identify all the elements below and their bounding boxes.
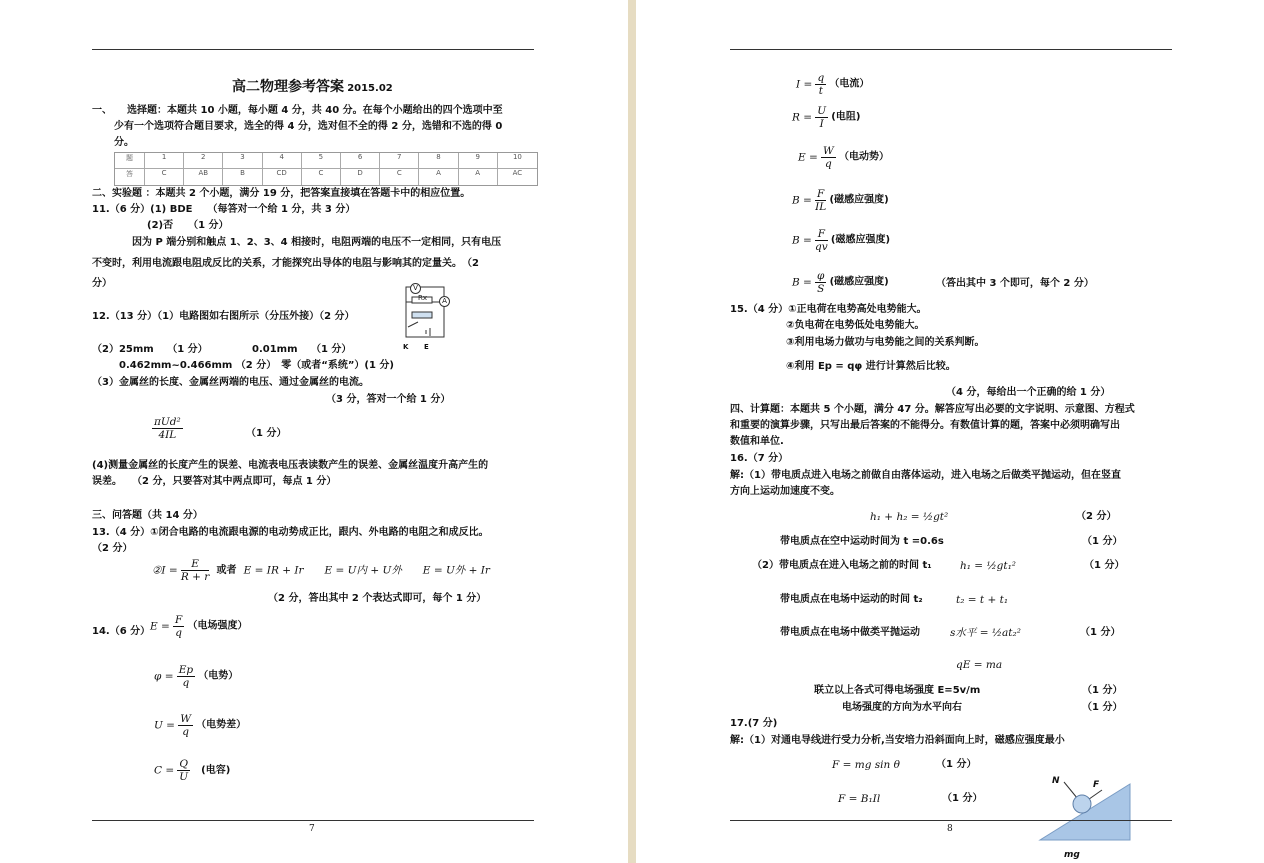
answer-table-cell: C [380, 169, 419, 185]
page-7 [0, 0, 628, 863]
answer-table-cell: 3 [223, 153, 262, 169]
voltmeter-symbol: V [410, 283, 421, 294]
formula-row: B = $\frac{F}{qv}$ (磁感应强度) [792, 228, 891, 253]
formula-row: R = $\frac{U}{I}$ (电阻) [792, 105, 861, 130]
answer-table-cell: AC [512, 169, 523, 177]
section-1-text: 少有一个选项符合题目要求，选全的得 4 分，选对但不全的得 2 分，选错和不选的得 0 [114, 121, 503, 132]
answer-table-cell: 8 [419, 153, 458, 169]
q16-1: 解:（1）带电质点进入电场之前做自由落体运动，进入电场之后做类平抛运动，但在竖直 [730, 470, 1121, 481]
q14-formula: U = $\frac{W}{q}$ （电势差） [154, 713, 247, 738]
incline-force-diagram [1036, 770, 1136, 842]
page-title: 高二物理参考答案 2015.02 [232, 79, 393, 95]
section-4-text: 和重要的演算步骤，只写出最后答案的不能得分。有数值计算的题，答案中必须明确写出 [730, 420, 1120, 431]
resistor-label: Rx [418, 294, 428, 302]
answer-table [114, 152, 538, 186]
q12-3-score: （3 分，答对一个给 1 分） [326, 394, 451, 405]
q16-2: 方向上运动加速度不变。 [730, 486, 840, 497]
q16-4-formula: h₁ = ½gt₁² [960, 560, 1016, 572]
formulas-note: （答出其中 3 个即可，每个 2 分） [936, 278, 1094, 289]
q16-3: 带电质点在空中运动时间为 t =0.6s [780, 536, 944, 547]
answer-table-cell: B [223, 169, 262, 185]
q17-1: 解:（1）对通电导线进行受力分析,当安培力沿斜面向上时，磁感应强度最小 [730, 735, 1065, 746]
q12-formula: $\frac{\text{πUd²}}{4IL}$ [154, 416, 181, 441]
header-rule [730, 49, 1172, 50]
q11-line-3: 因为 P 端分别和触点 1、2、3、4 相接时，电阻两端的电压不一定相同，只有电压 [132, 237, 502, 248]
q12-2c: 0.462mm~0.466mm （2 分） 零（或者“系统”）(1 分) [119, 360, 394, 371]
q15-score: （4 分，每给出一个正确的给 1 分） [946, 387, 1111, 398]
formula-row: B = $\frac{F}{IL}$ (磁感应强度) [792, 188, 889, 213]
answer-table-cell: 1 [145, 153, 184, 169]
q17-heading: 17.(7 分) [730, 718, 778, 729]
switch-label: K [403, 343, 409, 351]
header-rule [92, 49, 534, 50]
q16-5-formula: t₂ = t + t₁ [956, 594, 1009, 606]
answer-table-cell: 9 [459, 153, 498, 169]
q17-formula-1-score: （1 分） [936, 759, 977, 770]
answer-table-cell: 答 [115, 169, 145, 185]
q12-4b: 误差。 （2 分，只要答对其中两点即可，每点 1 分） [92, 476, 337, 487]
formula-row: I = $\frac{q}{t}$ （电流） [796, 72, 870, 97]
q15-4: ④利用 Ep = qφ 进行计算然后比较。 [786, 361, 956, 372]
q16-4-score: （1 分） [1084, 560, 1125, 571]
answer-table-cell: 2 [184, 153, 223, 169]
q13-formulas: ②I = $\frac{E}{R + r}$ 或者 E = IR + Ir E = U内 + U外 E = U外 + Ir [152, 558, 490, 583]
q13-score-2: （2 分，答出其中 2 个表达式即可，每个 1 分） [268, 593, 487, 604]
q12-formula-score: （1 分） [246, 428, 287, 439]
q16-9-score: （1 分） [1082, 702, 1123, 713]
q12-2a: （2）25mm （1 分） [92, 344, 208, 355]
q16-7-formula: qE = ma [956, 659, 1003, 671]
answer-table-cell: 6 [341, 153, 380, 169]
section-1-heading: 一、 选择题：本题共 10 小题，每小题 4 分，共 40 分。在每个小题给出的四个选项中至 [92, 105, 503, 116]
answer-table-cell: D [341, 169, 380, 185]
q13-score-1: （2 分） [92, 543, 133, 554]
footer-rule [92, 820, 534, 821]
q16-9: 电场强度的方向为水平向右 [842, 702, 962, 713]
q17-formula-1: F = mg sin θ [832, 759, 900, 771]
q17-formula-2-score: （1 分） [942, 793, 983, 804]
answer-table-cell: C [302, 169, 341, 185]
page-8 [636, 0, 1264, 863]
answer-table-cell: AB [184, 169, 223, 185]
q16-heading: 16.（7 分） [730, 453, 789, 464]
section-4-text-end: 数值和单位. [730, 436, 784, 447]
answer-table-cell: A [459, 169, 498, 185]
footer-rule [730, 820, 1172, 821]
q15-3: ③利用电场力做功与电势能之间的关系判断。 [786, 337, 985, 348]
q16-4: （2）带电质点在进入电场之前的时间 t₁ [752, 560, 932, 571]
q16-6-formula: s水平 = ½at₂² [950, 627, 1021, 639]
formula-row: B = $\frac{\varphi}{S}$ (磁感应强度) [792, 270, 889, 295]
answer-table-cell: 4 [263, 153, 302, 169]
q17-formula-2: F = B₁Il [838, 793, 881, 805]
section-2-heading: 二、实验题 ：本题共 2 个小题，满分 19 分，把答案直接填在答题卡中的相应位置。 [92, 188, 471, 199]
q12-4: (4)测量金属丝的长度产生的误差、电流表电压表读数产生的误差、金属丝温度升高产生的 [92, 460, 489, 471]
q11-line-5: 分） [92, 278, 112, 289]
answer-table-cell: 10 [498, 153, 537, 169]
q16-6: 带电质点在电场中做类平抛运动 [780, 627, 920, 638]
q12-3: （3）金属丝的长度、金属丝两端的电压、通过金属丝的电流。 [92, 377, 369, 388]
answer-table-cell: 5 [302, 153, 341, 169]
answer-table-cell: CD [263, 169, 302, 185]
ammeter-symbol: A [439, 296, 450, 307]
q16-5: 带电质点在电场中运动的时间 t₂ [780, 594, 923, 605]
section-1-text-end: 分。 [114, 137, 134, 148]
formula-row: E = $\frac{W}{q}$ （电动势） [798, 145, 889, 170]
normal-force-label: N [1052, 776, 1060, 786]
q14-formula: C = $\frac{Q}{U}$ (电容) [154, 758, 231, 783]
gravity-label: mg [1064, 850, 1080, 860]
answer-table-cell: A [419, 169, 458, 185]
q15-2: ②负电荷在电势低处电势能大。 [786, 320, 925, 331]
battery-label: E [424, 343, 429, 351]
page-number: 7 [309, 824, 315, 834]
q13: 13.（4 分）①闭合电路的电流跟电源的电动势成正比，跟内、外电路的电阻之和成反比。 [92, 527, 489, 538]
q16-6-score: （1 分） [1080, 627, 1121, 638]
page-gutter [628, 0, 636, 863]
q16-3-score: （1 分） [1082, 536, 1123, 547]
q14-formula: φ = $\frac{Ep}{q}$ （电势） [154, 664, 239, 689]
answer-table-cell: 7 [380, 153, 419, 169]
answer-table-cell: C [145, 169, 184, 185]
answer-table-cell: 题 [115, 153, 145, 169]
q16-8: 联立以上各式可得电场强度 E=5v/m [814, 685, 981, 696]
q14-heading: 14.（6 分） [92, 626, 151, 637]
q16-8-score: （1 分） [1082, 685, 1123, 696]
section-4-heading: 四、计算题：本题共 5 个小题，满分 47 分。解答应写出必要的文字说明、示意图、方程式 [730, 404, 1135, 415]
q12-line: 12.（13 分）（1）电路图如右图所示（分压外接）（2 分） [92, 311, 355, 322]
page-number: 8 [947, 824, 953, 834]
q12-2b: 0.01mm （1 分） [252, 344, 352, 355]
q14-formula: E = $\frac{F}{q}$ （电场强度） [150, 614, 248, 639]
q16-formula-1: h₁ + h₂ = ½gt² [870, 511, 949, 523]
ampere-force-label: F [1093, 780, 1100, 790]
q11-line: 11.（6 分）(1) BDE （每答对一个给 1 分，共 3 分） [92, 204, 356, 215]
q16-formula-1-score: （2 分） [1076, 511, 1117, 522]
q15: 15.（4 分）①正电荷在电势高处电势能大。 [730, 304, 927, 315]
q11-line-2: (2)否 （1 分） [147, 220, 229, 231]
q11-line-4: 不变时，利用电流跟电阻成反比的关系，才能探究出导体的电阻与影响其的定量关。 （2 [92, 258, 479, 269]
section-3-heading: 三、问答题（共 14 分） [92, 510, 203, 521]
